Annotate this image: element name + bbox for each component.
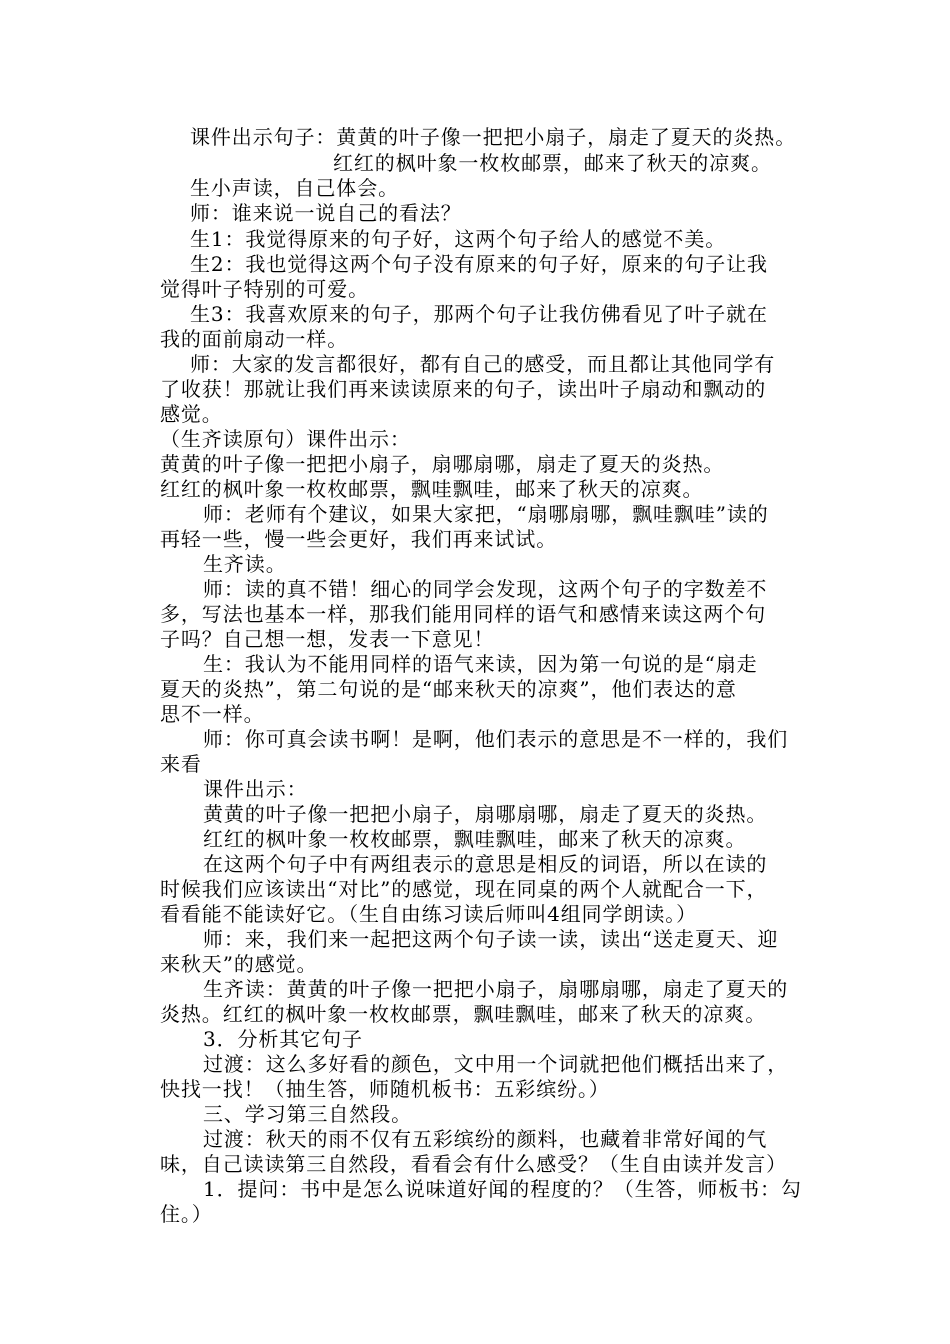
text-line: 红红的枫叶象一枚枚邮票，飘哇飘哇，邮来了秋天的凉爽。 <box>160 477 704 501</box>
text-line: 师：谁来说一说自己的看法？ <box>190 201 462 225</box>
text-line: 过渡：秋天的雨不仅有五彩缤纷的颜料，也藏着非常好闻的气 <box>203 1127 768 1151</box>
text-line: 多，写法也基本一样，那我们能用同样的语气和感情来读这两个句 <box>160 602 767 626</box>
text-line: 住。） <box>160 1202 213 1226</box>
text-line: 黄黄的叶子像一把把小扇子，扇哪扇哪，扇走了夏天的炎热。 <box>203 802 768 826</box>
text-line: （生齐读原句）课件出示： <box>160 427 411 451</box>
text-line: 觉得叶子特别的可爱。 <box>160 277 369 301</box>
text-line: 红红的枫叶象一枚枚邮票，飘哇飘哇，邮来了秋天的凉爽。 <box>203 827 747 851</box>
text-line: 生：我认为不能用同样的语气来读，因为第一句说的是“扇走 <box>203 652 758 676</box>
text-line: 生齐读。 <box>203 552 287 576</box>
text-line: 生小声读，自己体会。 <box>190 176 399 200</box>
text-line: 师：老师有个建议，如果大家把，“扇哪扇哪，飘哇飘哇”读的 <box>203 502 769 526</box>
text-line: 了收获！那就让我们再来读读原来的句子，读出叶子扇动和飘动的 <box>160 377 767 401</box>
text-line: 再轻一些，慢一些会更好，我们再来试试。 <box>160 527 558 551</box>
text-line: 来看 <box>160 752 202 776</box>
text-line: 师：来，我们来一起把这两个句子读一读，读出“送走夏天、迎 <box>203 927 779 951</box>
text-line: 感觉。 <box>160 402 223 426</box>
text-line: 看看能不能读好它。（生自由练习读后师叫4组同学朗读。） <box>160 902 698 926</box>
text-line: 生2：我也觉得这两个句子没有原来的句子好，原来的句子让我 <box>190 252 768 276</box>
text-line: 三、学习第三自然段。 <box>203 1102 412 1126</box>
text-line: 生齐读：黄黄的叶子像一把把小扇子，扇哪扇哪，扇走了夏天的 <box>203 977 789 1001</box>
text-line: 师：你可真会读书啊！是啊，他们表示的意思是不一样的，我们 <box>203 727 789 751</box>
text-line: 1．提问：书中是怎么说味道好闻的程度的？（生答，师板书：勾 <box>203 1177 802 1201</box>
text-line: 我的面前扇动一样。 <box>160 327 349 351</box>
text-line: 师：大家的发言都很好，都有自己的感受，而且都让其他同学有 <box>190 352 776 376</box>
text-line: 课件出示： <box>203 777 308 801</box>
text-line: 在这两个句子中有两组表示的意思是相反的词语，所以在读的 <box>203 852 768 876</box>
text-line: 生1：我觉得原来的句子好，这两个句子给人的感觉不美。 <box>190 227 727 251</box>
text-line: 课件出示句子：黄黄的叶子像一把把小扇子，扇走了夏天的炎热。 <box>190 125 797 149</box>
text-line: 黄黄的叶子像一把把小扇子，扇哪扇哪，扇走了夏天的炎热。 <box>160 452 725 476</box>
text-line: 生3：我喜欢原来的句子，那两个句子让我仿佛看见了叶子就在 <box>190 302 768 326</box>
text-line: 过渡：这么多好看的颜色，文中用一个词就把他们概括出来了， <box>203 1052 789 1076</box>
text-line: 来秋天”的感觉。 <box>160 952 318 976</box>
text-line: 红红的枫叶象一枚枚邮票，邮来了秋天的凉爽。 <box>333 151 772 175</box>
text-line: 师：读的真不错！细心的同学会发现，这两个句子的字数差不 <box>203 577 768 601</box>
text-line: 时候我们应该读出“对比”的感觉，现在同桌的两个人就配合一下， <box>160 877 768 901</box>
text-line: 炎热。红红的枫叶象一枚枚邮票，飘哇飘哇，邮来了秋天的凉爽。 <box>160 1002 767 1026</box>
text-line: 思不一样。 <box>160 702 265 726</box>
text-line: 味，自己读读第三自然段，看看会有什么感受？（生自由读并发言） <box>160 1152 787 1176</box>
text-line: 夏天的炎热”，第二句说的是“邮来秋天的凉爽”，他们表达的意 <box>160 677 737 701</box>
text-line: 子吗？自己想一想，发表一下意见！ <box>160 627 495 651</box>
text-line: 快找一找！（抽生答，师随机板书：五彩缤纷。） <box>160 1077 610 1101</box>
text-line: 3．分析其它句子 <box>203 1027 363 1051</box>
